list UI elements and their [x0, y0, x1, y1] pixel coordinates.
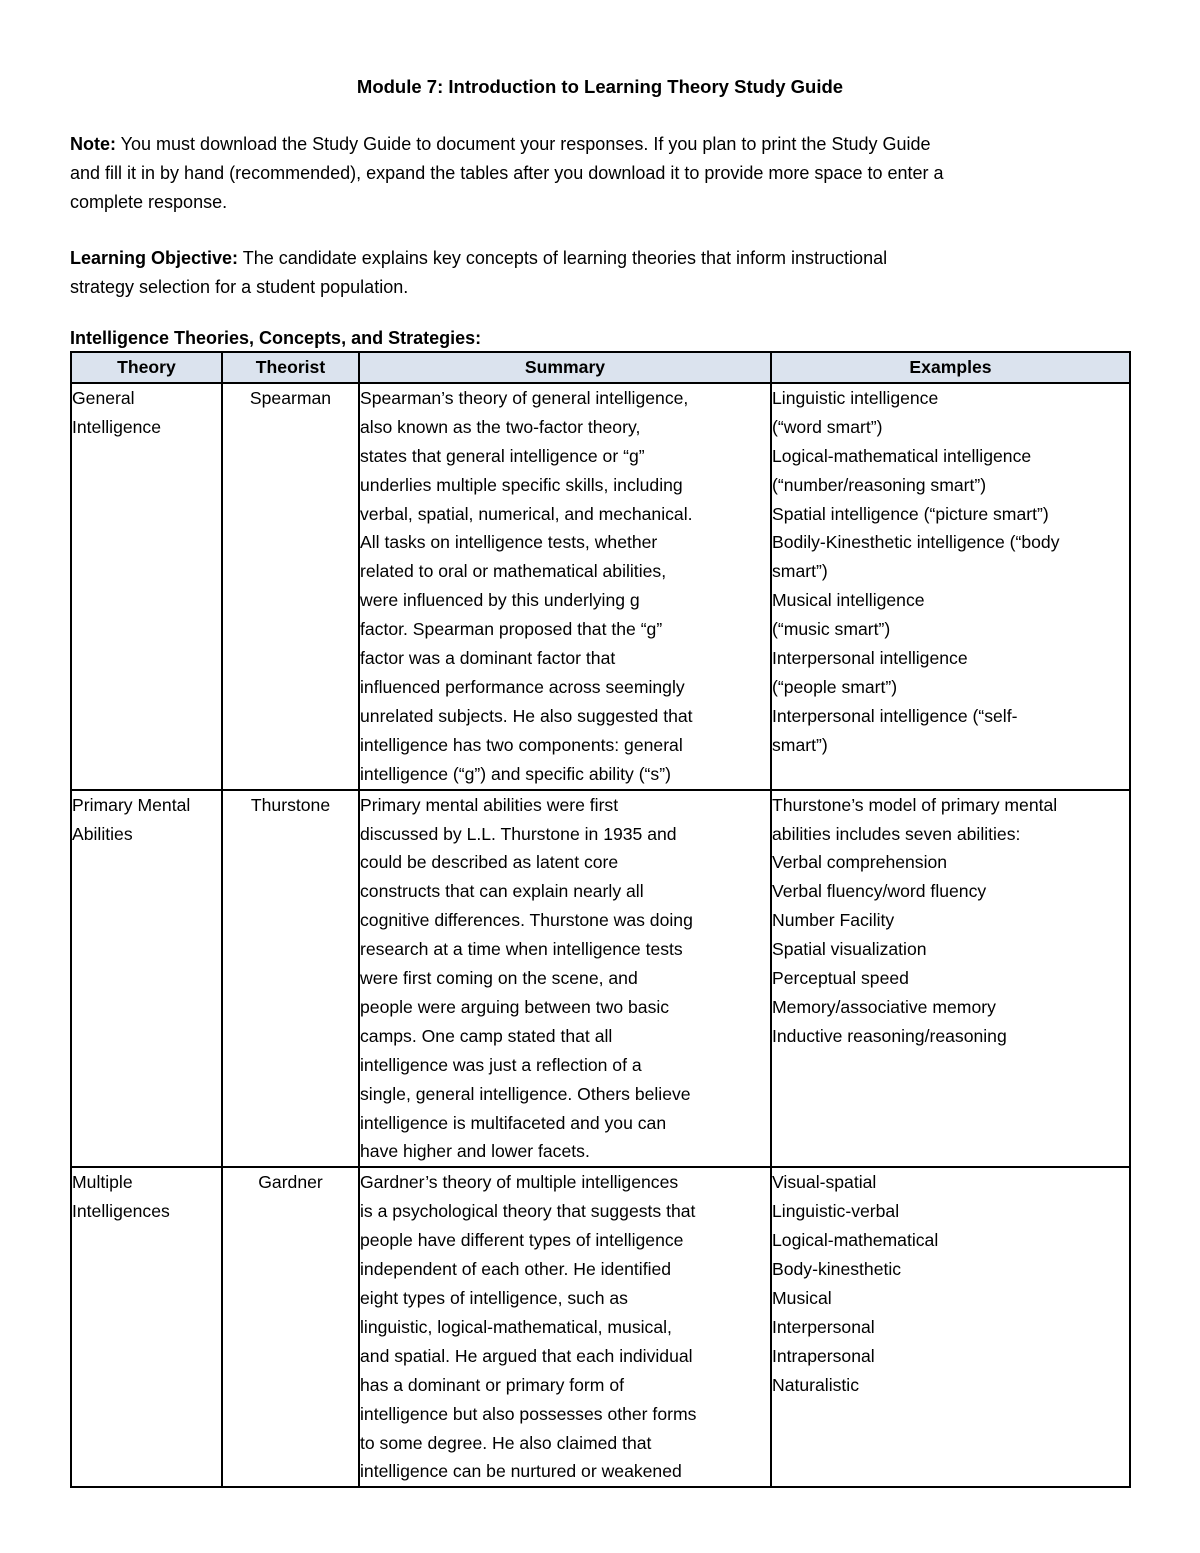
examples-cell-line: (“people smart”): [772, 676, 898, 697]
theory-cell: [71, 1167, 222, 1487]
summary-cell-line: underlies multiple specific skills, including: [360, 474, 683, 495]
table-row: [71, 1167, 1130, 1487]
summary-cell-line: factor was a dominant factor that: [360, 648, 616, 669]
theory-cell-line: Abilities: [72, 823, 133, 844]
theorist-cell: Thurstone: [222, 790, 359, 1168]
note-label: Note:: [70, 134, 116, 154]
objective-line: The candidate explains key concepts of learning theories that inform instructional: [238, 248, 888, 268]
summary-cell: [359, 790, 771, 1168]
summary-cell-line: and spatial. He argued that each individual: [360, 1345, 693, 1366]
summary-cell-line: is a psychological theory that suggests that: [360, 1201, 696, 1222]
examples-cell: [771, 383, 1130, 790]
note-line: and fill it in by hand (recommended), expand the tables after you download it to provide more space to enter a: [70, 163, 944, 183]
summary-cell: [359, 1167, 771, 1487]
examples-cell-line: Perceptual speed: [772, 968, 909, 989]
theory-cell-line: Intelligence: [72, 416, 162, 437]
summary-cell-line: were first coming on the scene, and: [360, 968, 638, 989]
header-examples: Examples: [771, 352, 1130, 383]
summary-cell-line: influenced performance across seemingly: [360, 676, 685, 697]
examples-cell-line: Memory/associative memory: [772, 996, 996, 1017]
summary-cell-line: Gardner’s theory of multiple intelligences: [360, 1172, 679, 1193]
examples-cell-line: Interpersonal intelligence (“self-: [772, 705, 1018, 726]
examples-cell-line: Bodily-Kinesthetic intelligence (“body: [772, 532, 1060, 553]
examples-cell-line: Linguistic-verbal: [772, 1201, 900, 1222]
header-summary: Summary: [359, 352, 771, 383]
summary-cell-line: All tasks on intelligence tests, whether: [360, 532, 658, 553]
theory-cell: [71, 790, 222, 1168]
examples-cell-line: Intrapersonal: [772, 1345, 875, 1366]
header-theory: Theory: [71, 352, 222, 383]
table-row: [71, 790, 1130, 1168]
examples-cell-line: Thurstone’s model of primary mental: [772, 794, 1058, 815]
examples-cell-line: Verbal comprehension: [772, 852, 948, 873]
intelligence-theories-table: [70, 351, 1131, 1488]
table-row: [71, 383, 1130, 790]
examples-cell-line: Inductive reasoning/reasoning: [772, 1025, 1007, 1046]
summary-cell-line: has a dominant or primary form of: [360, 1374, 625, 1395]
summary-cell-line: intelligence (“g”) and specific ability (“s”): [360, 763, 671, 784]
note-line: complete response.: [70, 192, 228, 212]
summary-cell-line: intelligence but also possesses other forms: [360, 1403, 697, 1424]
examples-cell: [771, 1167, 1130, 1487]
summary-cell-line: Spearman’s theory of general intelligence,: [360, 387, 689, 408]
summary-cell-line: intelligence was just a reflection of a: [360, 1054, 642, 1075]
examples-cell-line: Body-kinesthetic: [772, 1259, 902, 1280]
theory-cell-line: Intelligences: [72, 1201, 170, 1222]
summary-cell-line: constructs that can explain nearly all: [360, 881, 644, 902]
examples-cell-line: Verbal fluency/word fluency: [772, 881, 987, 902]
header-theorist: Theorist: [222, 352, 359, 383]
examples-cell-line: Linguistic intelligence: [772, 387, 939, 408]
summary-cell-line: Primary mental abilities were first: [360, 794, 619, 815]
summary-cell-line: independent of each other. He identified: [360, 1259, 672, 1280]
summary-cell-line: factor. Spearman proposed that the “g”: [360, 619, 663, 640]
summary-cell: [359, 383, 771, 790]
summary-cell-line: could be described as latent core: [360, 852, 619, 873]
summary-cell-line: research at a time when intelligence tests: [360, 939, 683, 960]
note-line: You must download the Study Guide to document your responses. If you plan to print the Study Guide: [116, 134, 931, 154]
examples-cell-line: Logical-mathematical intelligence: [772, 445, 1032, 466]
examples-cell-line: Visual-spatial: [772, 1172, 877, 1193]
theorist-cell: Gardner: [222, 1167, 359, 1487]
examples-cell-line: smart”): [772, 734, 828, 755]
summary-cell-line: linguistic, logical-mathematical, musical,: [360, 1316, 672, 1337]
examples-cell-line: abilities includes seven abilities:: [772, 823, 1021, 844]
theory-cell: [71, 383, 222, 790]
summary-cell-line: states that general intelligence or “g”: [360, 445, 645, 466]
examples-cell-line: Number Facility: [772, 910, 895, 931]
summary-cell-line: single, general intelligence. Others believe: [360, 1083, 691, 1104]
examples-cell-line: Interpersonal: [772, 1316, 875, 1337]
summary-cell-line: cognitive differences. Thurstone was doing: [360, 910, 693, 931]
examples-cell-line: Logical-mathematical: [772, 1230, 939, 1251]
summary-cell-line: have higher and lower facets.: [360, 1141, 590, 1162]
examples-cell-line: Interpersonal intelligence: [772, 648, 968, 669]
summary-cell-line: intelligence has two components: general: [360, 734, 683, 755]
examples-cell-line: (“word smart”): [772, 416, 883, 437]
learning-objective-paragraph: [70, 244, 887, 302]
document-title: Module 7: Introduction to Learning Theory Study Guide: [356, 76, 844, 97]
summary-cell-line: to some degree. He also claimed that: [360, 1432, 652, 1453]
theory-cell-line: Primary Mental: [72, 794, 191, 815]
examples-cell-line: Musical: [772, 1288, 832, 1308]
summary-cell-line: people have different types of intelligence: [360, 1230, 684, 1251]
summary-cell-line: eight types of intelligence, such as: [360, 1288, 628, 1308]
theory-cell-line: General: [72, 387, 135, 408]
theory-cell-line: Multiple: [72, 1172, 133, 1193]
examples-cell-line: smart”): [772, 561, 828, 582]
summary-cell-line: were influenced by this underlying g: [360, 590, 640, 611]
examples-cell-line: (“music smart”): [772, 619, 891, 640]
summary-cell-line: verbal, spatial, numerical, and mechanical.: [360, 503, 693, 524]
summary-cell-line: intelligence is multifaceted and you can: [360, 1112, 667, 1133]
summary-cell-line: unrelated subjects. He also suggested that: [360, 705, 693, 726]
summary-cell-line: camps. One camp stated that all: [360, 1025, 613, 1046]
theorist-cell: Spearman: [222, 383, 359, 790]
summary-cell-line: discussed by L.L. Thurstone in 1935 and: [360, 823, 677, 844]
summary-cell-line: people were arguing between two basic: [360, 996, 670, 1017]
note-paragraph: [70, 130, 944, 217]
examples-cell-line: Musical intelligence: [772, 590, 925, 611]
table-heading: Intelligence Theories, Concepts, and Strategies:: [70, 328, 482, 348]
summary-cell-line: intelligence can be nurtured or weakened: [360, 1461, 682, 1482]
examples-cell-line: Naturalistic: [772, 1374, 860, 1395]
examples-cell-line: (“number/reasoning smart”): [772, 474, 987, 495]
summary-cell-line: also known as the two-factor theory,: [360, 416, 641, 437]
examples-cell-line: Spatial visualization: [772, 939, 927, 960]
objective-label: Learning Objective:: [70, 248, 239, 268]
objective-line: strategy selection for a student population.: [70, 277, 409, 297]
table-header-row: [71, 352, 1130, 383]
summary-cell-line: related to oral or mathematical abilities,: [360, 561, 667, 582]
examples-cell-line: Spatial intelligence (“picture smart”): [772, 503, 1049, 524]
examples-cell: [771, 790, 1130, 1168]
